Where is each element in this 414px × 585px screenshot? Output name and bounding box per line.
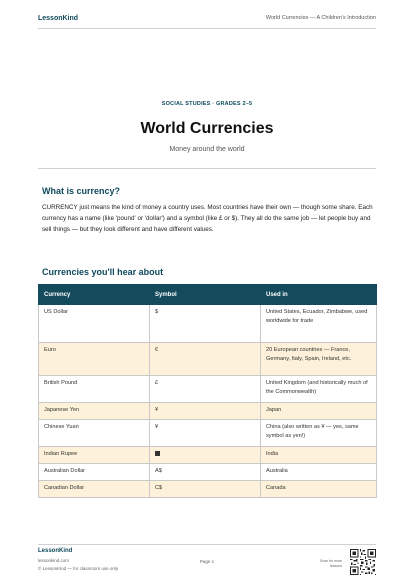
subject-kicker: SOCIAL STUDIES · GRADES 2–5 <box>161 101 253 107</box>
table-row <box>39 343 377 376</box>
currency-table <box>38 284 377 498</box>
page-subtitle: Money around the world <box>169 146 245 153</box>
cell-used-in: China (also written as ¥ — yes, same symbol as yen!) <box>261 420 377 447</box>
cell-used-in: 20 European countries — France, Germany, Italy, Spain, Ireland, etc. <box>261 343 377 376</box>
column-header-symbol: Symbol <box>150 285 261 305</box>
cell-symbol: A$ <box>150 464 261 481</box>
cell-currency: US Dollar <box>39 305 150 343</box>
cell-symbol: ¥ <box>150 403 261 420</box>
cell-currency: Australian Dollar <box>39 464 150 481</box>
page-number: Page 1 <box>199 559 215 564</box>
section-body-what-is-currency: CURRENCY just means the kind of money a country uses. Most countries have their own — though some share. Each currency has a name (like 'pound' or 'dollar') and a symbol (like £ or $). They all do the same job — let people buy and sell things — but they look different and have different values. <box>42 204 373 233</box>
cell-used-in: Australia <box>261 464 377 481</box>
header-document-title: World Currencies — A Children's Introduction <box>265 15 376 21</box>
page-title: World Currencies <box>140 120 274 137</box>
cell-used-in: Canada <box>261 481 377 498</box>
cell-symbol: $ <box>150 305 261 343</box>
qr-caption: Scan for more lessons <box>320 559 342 568</box>
qr-code-icon <box>350 549 376 575</box>
section-heading-what-is-currency: What is currency? <box>42 186 121 196</box>
table-row <box>39 403 377 420</box>
section-heading-currencies: Currencies you'll hear about <box>42 267 164 277</box>
column-header-currency: Currency <box>39 285 150 305</box>
cell-used-in: India <box>261 447 377 464</box>
cell-symbol <box>150 447 261 464</box>
cell-currency: Canadian Dollar <box>39 481 150 498</box>
table-row <box>39 464 377 481</box>
cell-currency: Chinese Yuan <box>39 420 150 447</box>
table-row <box>39 481 377 498</box>
cell-symbol: € <box>150 343 261 376</box>
cell-used-in: United Kingdom (and historically much of the Commonwealth) <box>261 376 377 403</box>
cell-used-in: Japan <box>261 403 377 420</box>
title-divider <box>38 168 376 169</box>
table-row <box>39 305 377 343</box>
cell-used-in: United States, Ecuador, Zimbabwe, used worldwide for trade <box>261 305 377 343</box>
cell-currency: Indian Rupee <box>39 447 150 464</box>
header-divider <box>38 28 376 29</box>
cell-currency: Japanese Yen <box>39 403 150 420</box>
footer-copyright: © LessonKind — for classroom use only <box>38 566 119 571</box>
cell-symbol: £ <box>150 376 261 403</box>
page-header <box>38 10 376 26</box>
table-row <box>39 447 377 464</box>
table-header-row <box>39 285 377 305</box>
cell-currency: British Pound <box>39 376 150 403</box>
header-brand: LessonKind <box>38 14 79 22</box>
cell-symbol: ¥ <box>150 420 261 447</box>
column-header-used-in: Used in <box>261 285 377 305</box>
footer-brand: LessonKind <box>38 548 73 554</box>
cell-currency: Euro <box>39 343 150 376</box>
footer-site: lessonkind.com <box>38 558 70 563</box>
missing-glyph-icon <box>155 451 160 456</box>
cell-symbol: C$ <box>150 481 261 498</box>
table-row <box>39 376 377 403</box>
table-row <box>39 420 377 447</box>
footer-divider <box>38 544 376 545</box>
